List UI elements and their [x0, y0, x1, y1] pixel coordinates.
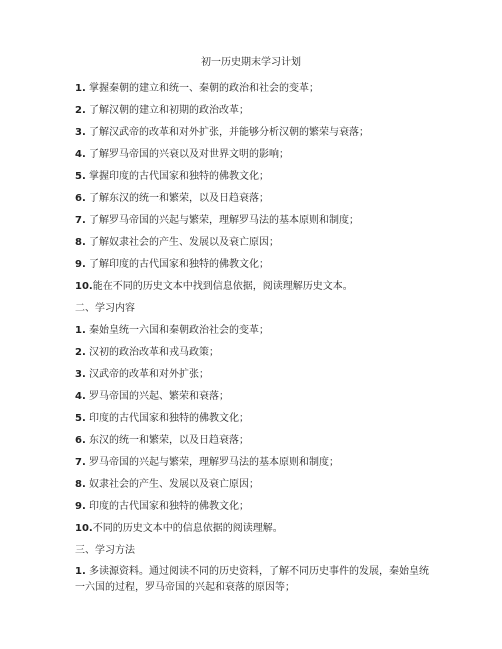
item-number: 10.: [75, 281, 93, 292]
item-number: 4.: [75, 391, 86, 402]
content-item: [75, 412, 435, 426]
item-number: 1.: [75, 325, 86, 336]
goal-item: [75, 104, 435, 118]
goal-item: [75, 148, 435, 162]
item-number: 2.: [75, 105, 86, 116]
item-text: 汉初的政治改革和戎马政策；: [88, 347, 219, 358]
item-text: 了解印度的古代国家和独特的佛教文化；: [88, 259, 269, 270]
item-text: 多读源资料。通过阅读不同的历史资料，了解不同历史事件的发展，秦始皇统一六国的过程，罗马帝国的兴起和衰落的原因等；: [75, 566, 429, 593]
content-item: [75, 478, 435, 492]
goal-item: [75, 280, 435, 294]
goal-item: [75, 258, 435, 272]
item-text: 秦始皇统一六国和秦朝政治社会的变革；: [88, 325, 269, 336]
goal-item: [75, 126, 435, 140]
item-text: 了解奴隶社会的产生、发展以及衰亡原因；: [88, 237, 279, 248]
content-item: [75, 500, 435, 514]
item-text: 不同的历史文本中的信息依据的阅读理解。: [92, 523, 283, 534]
item-number: 4.: [75, 149, 86, 160]
item-text: 掌握印度的古代国家和独特的佛教文化；: [88, 171, 269, 182]
item-number: 7.: [75, 457, 86, 468]
item-number: 8.: [75, 479, 86, 490]
item-number: 6.: [75, 435, 86, 446]
item-number: 9.: [75, 259, 86, 270]
item-text: 印度的古代国家和独特的佛教文化；: [88, 413, 249, 424]
goal-item: [75, 214, 435, 228]
item-number: 3.: [75, 127, 86, 138]
item-text: 罗马帝国的兴起、繁荣和衰落；: [88, 391, 229, 402]
item-text: 了解东汉的统一和繁荣，以及日趋衰落；: [88, 193, 269, 204]
content-item: [75, 368, 435, 382]
item-text: 东汉的统一和繁荣，以及日趋衰落；: [88, 435, 249, 446]
goal-item: [75, 236, 435, 250]
goal-item: [75, 82, 435, 96]
goal-item: [75, 170, 435, 184]
item-text: 了解汉武帝的改革和对外扩张，并能够分析汉朝的繁荣与衰落；: [88, 127, 369, 138]
goal-item: [75, 192, 435, 206]
content-item: [75, 346, 435, 360]
content-item: [75, 390, 435, 404]
item-text: 了解罗马帝国的兴起与繁荣，理解罗马法的基本原则和制度；: [88, 215, 359, 226]
item-number: 6.: [75, 193, 86, 204]
item-text: 奴隶社会的产生、发展以及衰亡原因；: [88, 479, 259, 490]
item-number: 9.: [75, 501, 86, 512]
item-number: 10.: [75, 523, 93, 534]
item-text: 掌握秦朝的建立和统一、秦朝的政治和社会的变革；: [88, 83, 319, 94]
item-number: 7.: [75, 215, 86, 226]
item-text: 汉武帝的改革和对外扩张；: [88, 369, 209, 380]
content-item: [75, 324, 435, 338]
item-number: 5.: [75, 413, 86, 424]
content-item: [75, 522, 435, 536]
method-item: [75, 564, 435, 596]
document-title: 初一历史期末学习计划: [201, 57, 301, 68]
item-text: 了解罗马帝国的兴衰以及对世界文明的影响；: [88, 149, 289, 160]
content-item: [75, 456, 435, 470]
item-text: 能在不同的历史文本中找到信息依据，阅读理解历史文本。: [92, 281, 353, 292]
content-item: [75, 434, 435, 448]
item-number: 1.: [75, 566, 86, 577]
item-number: 1.: [75, 83, 86, 94]
item-text: 印度的古代国家和独特的佛教文化；: [88, 501, 249, 512]
item-text: 罗马帝国的兴起与繁荣，理解罗马法的基本原则和制度；: [88, 457, 339, 468]
item-number: 8.: [75, 237, 86, 248]
item-number: 2.: [75, 347, 86, 358]
item-number: 3.: [75, 369, 86, 380]
item-text: 了解汉朝的建立和初期的政治改革；: [88, 105, 249, 116]
section-heading: 三、学习方法: [75, 545, 135, 556]
item-number: 5.: [75, 171, 86, 182]
section-heading: 二、学习内容: [75, 303, 135, 314]
